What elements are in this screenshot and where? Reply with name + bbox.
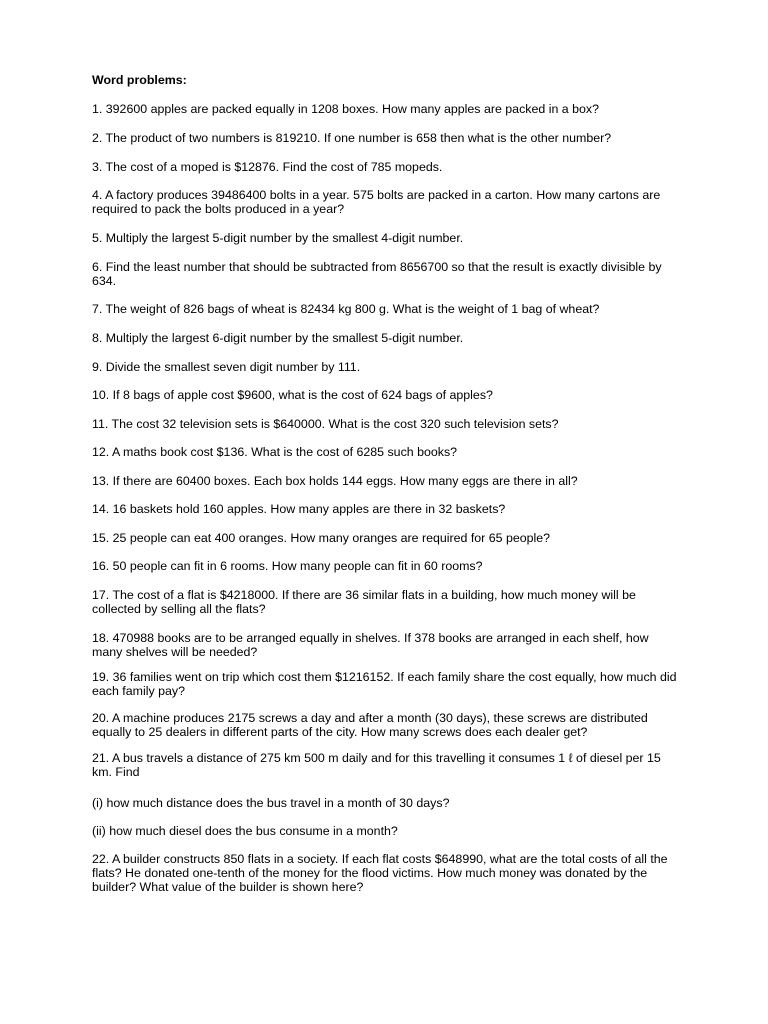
question-21-part-i: (i) how much distance does the bus travel in a month of 30 days? — [92, 796, 450, 810]
question-21-part-ii: (ii) how much diesel does the bus consume in a month? — [92, 824, 398, 838]
question-7: 7. The weight of 826 bags of wheat is 82434 kg 800 g. What is the weight of 1 bag of wheat? — [92, 302, 600, 316]
question-14: 14. 16 baskets hold 160 apples. How many apples are there in 32 baskets? — [92, 502, 506, 516]
question-4: 4. A factory produces 39486400 bolts in a year. 575 bolts are packed in a carton. How many cartons are required to pack the bolts produced in a year? — [92, 188, 661, 217]
question-5: 5. Multiply the largest 5-digit number by the smallest 4-digit number. — [92, 231, 464, 245]
question-3: 3. The cost of a moped is $12876. Find the cost of 785 mopeds. — [92, 160, 443, 174]
question-13: 13. If there are 60400 boxes. Each box holds 144 eggs. How many eggs are there in all? — [92, 474, 578, 488]
question-2: 2. The product of two numbers is 819210. If one number is 658 then what is the other number? — [92, 131, 612, 145]
page-title: Word problems: — [92, 73, 187, 87]
question-11: 11. The cost 32 television sets is $640000. What is the cost 320 such television sets? — [92, 417, 559, 431]
question-16: 16. 50 people can fit in 6 rooms. How many people can fit in 60 rooms? — [92, 559, 483, 573]
question-1: 1. 392600 apples are packed equally in 1208 boxes. How many apples are packed in a box? — [92, 102, 599, 116]
question-21: 21. A bus travels a distance of 275 km 500 m daily and for this travelling it consumes 1 ℓ of diesel per 15 km. Find — [92, 751, 661, 780]
question-17: 17. The cost of a flat is $4218000. If there are 36 similar flats in a building, how much money will be collected by selling all the flats? — [92, 588, 636, 617]
question-18: 18. 470988 books are to be arranged equally in shelves. If 378 books are arranged in each shelf, how many shelves will be needed? — [92, 631, 649, 660]
question-8: 8. Multiply the largest 6-digit number by the smallest 5-digit number. — [92, 331, 464, 345]
question-22: 22. A builder constructs 850 flats in a society. If each flat costs $648990, what are the total costs of all the flats? He donated one-tenth of the money for the flood victims. How much money was donated by the builder? What value of the builder is shown here? — [92, 852, 668, 895]
question-20: 20. A machine produces 2175 screws a day and after a month (30 days), these screws are distributed equally to 25 dealers in different parts of the city. How many screws does each dealer get? — [92, 711, 648, 740]
question-10: 10. If 8 bags of apple cost $9600, what is the cost of 624 bags of apples? — [92, 388, 493, 402]
question-15: 15. 25 people can eat 400 oranges. How many oranges are required for 65 people? — [92, 531, 551, 545]
question-19: 19. 36 families went on trip which cost them $1216152. If each family share the cost equally, how much did each family pay? — [92, 670, 677, 699]
question-6: 6. Find the least number that should be subtracted from 8656700 so that the result is exactly divisible by 634. — [92, 260, 662, 289]
question-9: 9. Divide the smallest seven digit number by 111. — [92, 360, 361, 374]
question-12: 12. A maths book cost $136. What is the cost of 6285 such books? — [92, 445, 458, 459]
